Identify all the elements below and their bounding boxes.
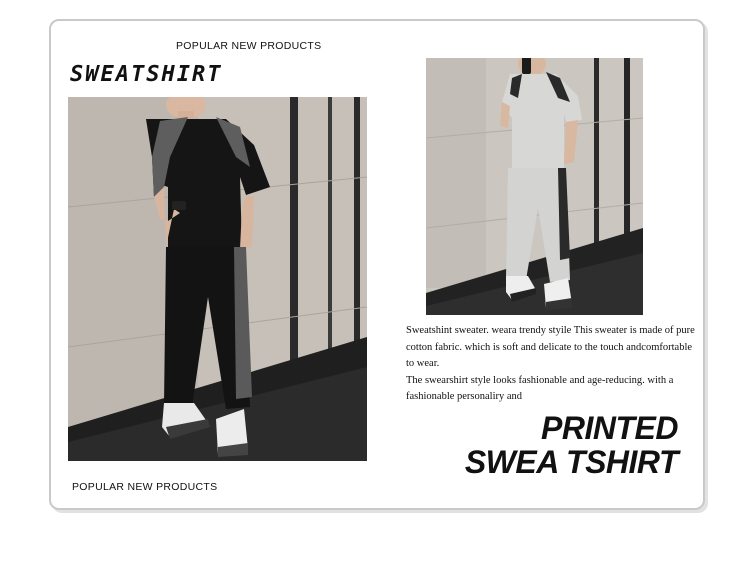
model-black-tracksuit-photo [68, 97, 367, 461]
description-paragraph-2: The swearshirt style looks fashionable and age-reducing. with a fashionable personaliry and [406, 374, 674, 402]
tag-popular-top: POPULAR NEW PRODUCTS [176, 40, 322, 52]
title-sweatshirt: SWEATSHIRT [70, 62, 223, 87]
headline-printed: PRINTED [541, 410, 678, 446]
product-description [406, 323, 696, 406]
headline-sweatshirt: SWEA TSHIRT [464, 444, 678, 480]
tag-popular-bottom: POPULAR NEW PRODUCTS [72, 481, 218, 493]
description-paragraph-1: Sweatshint sweater. weara trendy styile This sweater is made of pure cotton fabric. which is soft and delicate to the touch andcomfortable to wear. [406, 325, 695, 369]
model-gray-tracksuit-photo [426, 58, 643, 315]
